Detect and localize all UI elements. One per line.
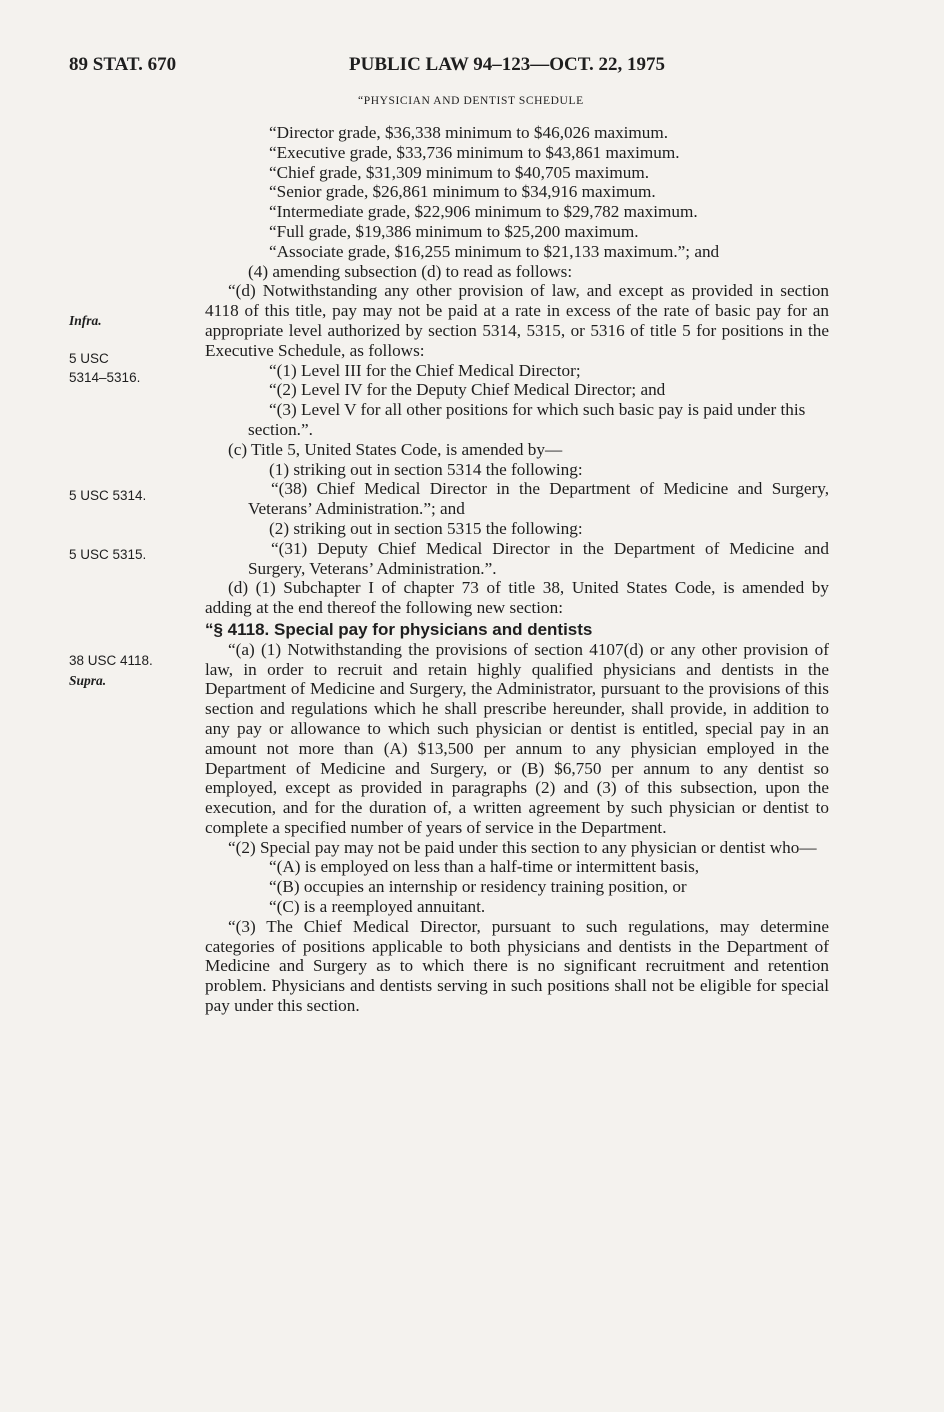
paragraph-a2A: “(A) is employed on less than a half-time or intermittent basis,	[269, 857, 700, 877]
margin-note-5usc-5315: 5 USC 5315.	[69, 547, 147, 562]
paragraph-c1: (1) striking out in section 5314 the following:	[269, 459, 583, 479]
paragraph-c2-quote: “(31) Deputy Chief Medical Director in the Department of Medicine and Surgery, Veterans’ Administration.”.	[248, 538, 829, 578]
body-text	[205, 123, 829, 1016]
section-4118-heading: “§ 4118. Special pay for physicians and dentists	[205, 619, 593, 639]
paragraph-d: “(d) Notwithstanding any other provision of law, and except as provided in section 4118 of this title, pay may not be paid at a rate in excess of the rate of basic pay for an appropriate level authorized by section 5314, 5315, or 5316 of title 5 for positions in the Executive Schedule, as follows:	[205, 281, 829, 360]
schedule-line: “Chief grade, $31,309 minimum to $40,705 maximum.	[269, 162, 649, 182]
margin-note-5usc-5314: 5 USC 5314.	[69, 488, 147, 503]
schedule-line: “Executive grade, $33,736 minimum to $43,861 maximum.	[269, 142, 680, 162]
margin-note-supra: Supra.	[69, 673, 107, 688]
margin-note-5314-5316: 5314–5316.	[69, 370, 141, 385]
paragraph-c1-quote: “(38) Chief Medical Director in the Department of Medicine and Surgery, Veterans’ Administration.”; and	[248, 479, 829, 519]
schedule-line: “Intermediate grade, $22,906 minimum to $29,782 maximum.	[269, 202, 698, 222]
margin-note-38usc-4118: 38 USC 4118.	[69, 653, 153, 668]
margin-note-infra: Infra.	[69, 313, 102, 328]
paragraph-d2: “(2) Level IV for the Deputy Chief Medical Director; and	[269, 380, 666, 400]
paragraph-a2B: “(B) occupies an internship or residency training position, or	[269, 877, 687, 897]
margin-note-5usc: 5 USC	[69, 351, 109, 366]
paragraph-a1: “(a) (1) Notwithstanding the provisions of section 4107(d) or any other provision of law, in order to recruit and retain highly qualified physicians and dentists in the Department of Medicine and Surgery, the Administrator, pursuant to the provisions of this section and regulations which he shall prescribe hereunder, shall provide, in addition to any pay or allowance to which such physician or dentist is entitled, special pay in an amount not more than (A) $13,500 per annum to any physician employed in the Department of Medicine and Surgery, or (B) $6,750 per annum to any dentist so employed, except as provided in paragraphs (2) and (3) of this subsection, upon the execution, and for the duration of, a written agreement by such physician or dentist to complete a specified number of years of service in the Department.	[205, 639, 829, 837]
paragraph-d3: “(3) Level V for all other positions for which such basic pay is paid under this section.”.	[248, 400, 806, 439]
paragraph-a3: “(3) The Chief Medical Director, pursuant to such regulations, may determine categories of positions applicable to both physicians and dentists in the Department of Medicine and Surgery as to which there is no significant recruitment and retention problem. Physicians and dentists serving in such positions shall not be eligible for special pay under this section.	[205, 916, 829, 1016]
schedule-line: “Director grade, $36,338 minimum to $46,026 maximum.	[269, 123, 669, 142]
schedule-heading: “PHYSICIAN AND DENTIST SCHEDULE	[358, 95, 584, 107]
paragraph-c: (c) Title 5, United States Code, is amended by—	[228, 439, 563, 459]
schedule-line: “Senior grade, $26,861 minimum to $34,916 maximum.	[269, 182, 656, 202]
paragraph-a2: “(2) Special pay may not be paid under this section to any physician or dentist who—	[228, 837, 817, 857]
stat-page-number: 89 STAT. 670	[69, 54, 177, 75]
paragraph-d1: “(1) Level III for the Chief Medical Director;	[269, 360, 581, 380]
schedule-line: “Full grade, $19,386 minimum to $25,200 maximum.	[269, 221, 639, 241]
paragraph-d-1: (d) (1) Subchapter I of chapter 73 of title 38, United States Code, is amended by adding at the end thereof the following new section:	[205, 578, 829, 618]
paragraph-4: (4) amending subsection (d) to read as follows:	[248, 261, 573, 281]
paragraph-a2C: “(C) is a reemployed annuitant.	[269, 897, 486, 917]
paragraph-c2: (2) striking out in section 5315 the following:	[269, 518, 583, 538]
running-header: PUBLIC LAW 94–123—OCT. 22, 1975	[349, 54, 665, 75]
schedule-line: “Associate grade, $16,255 minimum to $21,133 maximum.”; and	[269, 241, 720, 261]
